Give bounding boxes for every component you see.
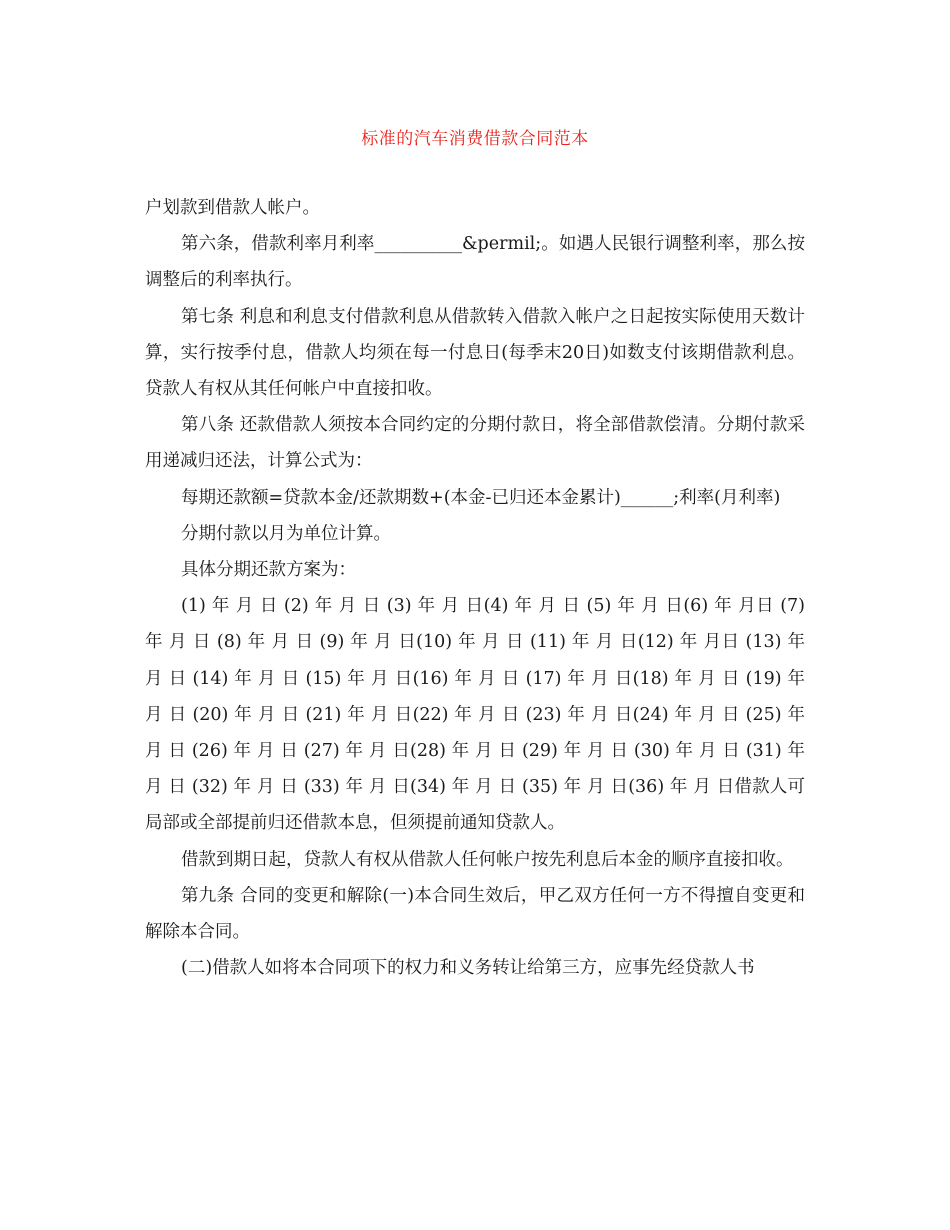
- paragraph-article-6: 第六条，借款利率月利率__________&permil;。如遇人民银行调整利率，那么按调整后的利率执行。: [145, 234, 805, 291]
- paragraph-installment-schedule: (1) 年 月 日 (2) 年 月 日 (3) 年 月 日(4) 年 月 日 (5) 年 月 日(6) 年 月日 (7) 年 月 日 (8) 年 月 日 (9) 年 月 日(10) 年 月 日 (11) 年 月 日(12) 年 月日 (13) 年 月 日 (14) 年 月 日 (15) 年 月 日(16) 年 月 日 (17) 年 月 日(18) 年 月 日 (19) 年 月 日 (20) 年 月 日 (21) 年 月 日(22) 年 月 日 (23) 年 月 日(24) 年 月 日 (25) 年 月 日 (26) 年 月 日 (27) 年 月 日(28) 年 月 日 (29) 年 月 日 (30) 年 月 日 (31) 年 月 日 (32) 年 月 日 (33) 年 月 日(34) 年 月 日 (35) 年 月 日(36) 年 月 日借款人可局部或全部提前归还借款本息，但须提前通知贷款人。: [145, 596, 805, 834]
- paragraph-transfer-clause: (二)借款人如将本合同项下的权力和义务转让给第三方，应事先经贷款人书: [181, 958, 755, 979]
- paragraph-formula: 每期还款额=贷款本金/还款期数+(本金-已归还本金累计)______;利率(月利率): [181, 487, 781, 508]
- paragraph-article-9: 第九条 合同的变更和解除(一)本合同生效后，甲乙双方任何一方不得擅自变更和解除本合同。: [145, 885, 805, 943]
- paragraph-article-8: 第八条 还款借款人须按本合同约定的分期付款日，将全部借款偿清。分期付款采用递减归还法，计算公式为：: [145, 415, 805, 472]
- document-title: 标准的汽车消费借款合同范本: [361, 129, 589, 149]
- paragraph-maturity-deduction: 借款到期日起，贷款人有权从借款人任何帐户按先利息后本金的顺序直接扣收。: [181, 849, 794, 870]
- paragraph-article-7: 第七条 利息和利息支付借款利息从借款转入借款入帐户之日起按实际使用天数计算，实行按季付息，借款人均须在每一付息日(每季末20日)如数支付该期借款利息。贷款人有权从其任何帐户中直接扣收。: [145, 306, 805, 400]
- paragraph-monthly-unit: 分期付款以月为单位计算。: [181, 523, 391, 544]
- document-body: [145, 190, 805, 986]
- paragraph-plan-intro: 具体分期还款方案为：: [181, 560, 356, 581]
- paragraph-continuation: 户划款到借款人帐户。: [145, 198, 320, 218]
